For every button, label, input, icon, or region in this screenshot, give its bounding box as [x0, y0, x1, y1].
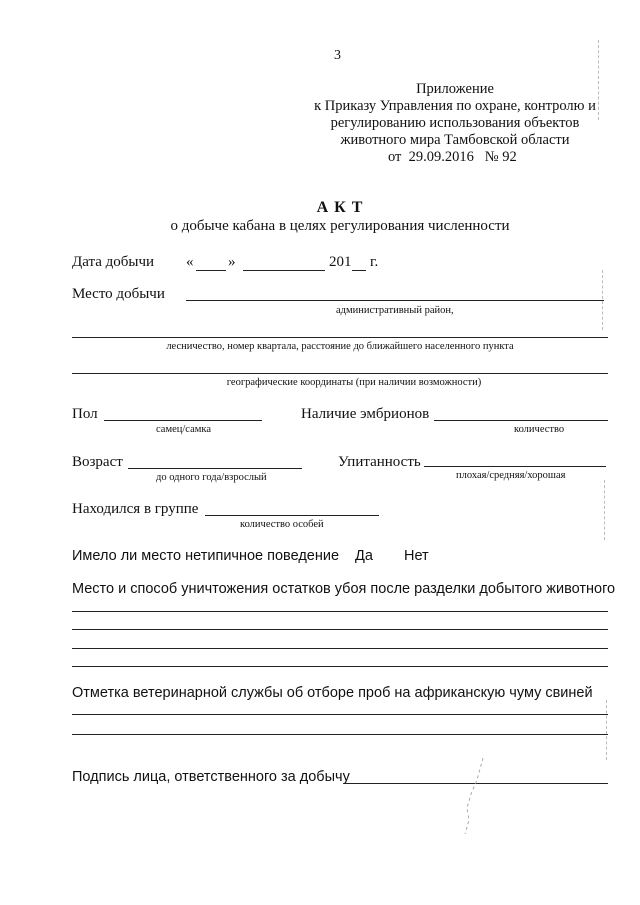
age-caption: до одного года/взрослый: [156, 472, 267, 483]
scan-artifact: [606, 700, 607, 760]
day-field[interactable]: [196, 270, 226, 271]
appendix-line-1: к Приказу Управления по охране, контролю и: [314, 98, 596, 114]
place-label: Место добычи: [72, 286, 165, 302]
date-quote-close: »: [228, 254, 236, 270]
appendix-line-2: регулированию использования объектов: [330, 115, 580, 131]
place-field-3[interactable]: [72, 373, 608, 374]
group-field[interactable]: [205, 515, 379, 516]
age-label: Возраст: [72, 454, 123, 470]
appendix-number: № 92: [484, 149, 517, 165]
fatness-caption: плохая/средняя/хорошая: [456, 470, 566, 481]
embryo-label: Наличие эмбрионов: [301, 406, 430, 422]
fatness-field[interactable]: [424, 466, 606, 467]
scan-artifact: [604, 480, 605, 540]
vet-label: Отметка ветеринарной службы об отборе проб на африканскую чуму свиней: [72, 685, 593, 701]
group-caption: количество особей: [240, 519, 324, 530]
date-quote-open: «: [186, 254, 194, 270]
appendix-title: Приложение: [416, 81, 494, 97]
appendix-date-line: [388, 149, 517, 166]
remains-label: Место и способ уничтожения остатков убоя после разделки добытого животного: [72, 581, 616, 597]
behavior-label: Имело ли место нетипичное поведение: [72, 548, 340, 564]
appendix-date: 29.09.2016: [408, 149, 474, 165]
behavior-no-option[interactable]: Нет: [404, 548, 429, 564]
date-label: Дата добычи: [72, 254, 155, 270]
remains-field-2[interactable]: [72, 629, 608, 630]
place-caption-3: географические координаты (при наличии возможности): [226, 377, 482, 388]
embryo-caption: количество: [514, 424, 565, 435]
place-field-2[interactable]: [72, 337, 608, 338]
year-prefix: 201: [329, 254, 352, 270]
remains-field-1[interactable]: [72, 611, 608, 612]
sex-caption: самец/самка: [156, 424, 211, 435]
act-title: А К Т: [316, 199, 364, 216]
remains-field-4[interactable]: [72, 666, 608, 667]
scan-artifact: [598, 40, 599, 120]
year-suffix: г.: [370, 254, 379, 270]
appendix-line-3: животного мира Тамбовской области: [340, 132, 570, 148]
sex-field[interactable]: [104, 420, 262, 421]
fatness-label: Упитанность: [338, 454, 421, 470]
sex-label: Пол: [72, 406, 98, 422]
pen-mark-decoration: [455, 750, 495, 850]
place-caption-1: административный район,: [336, 305, 454, 316]
year-field[interactable]: [352, 270, 366, 271]
scan-artifact: [602, 270, 603, 330]
age-field[interactable]: [128, 468, 302, 469]
behavior-yes-option[interactable]: Да: [355, 548, 373, 564]
place-field-1[interactable]: [186, 300, 604, 301]
page-number: 3: [334, 48, 341, 63]
vet-field-2[interactable]: [72, 734, 608, 735]
remains-field-3[interactable]: [72, 648, 608, 649]
month-field[interactable]: [243, 270, 325, 271]
embryo-field[interactable]: [434, 420, 608, 421]
signature-label: Подпись лица, ответственного за добычу: [72, 769, 350, 785]
group-label: Находился в группе: [72, 501, 199, 517]
vet-field-1[interactable]: [72, 714, 608, 715]
act-subtitle: о добыче кабана в целях регулирования численности: [170, 218, 510, 234]
place-caption-2: лесничество, номер квартала, расстояние до ближайшего населенного пункта: [166, 341, 514, 352]
appendix-date-prefix: от: [388, 149, 402, 165]
